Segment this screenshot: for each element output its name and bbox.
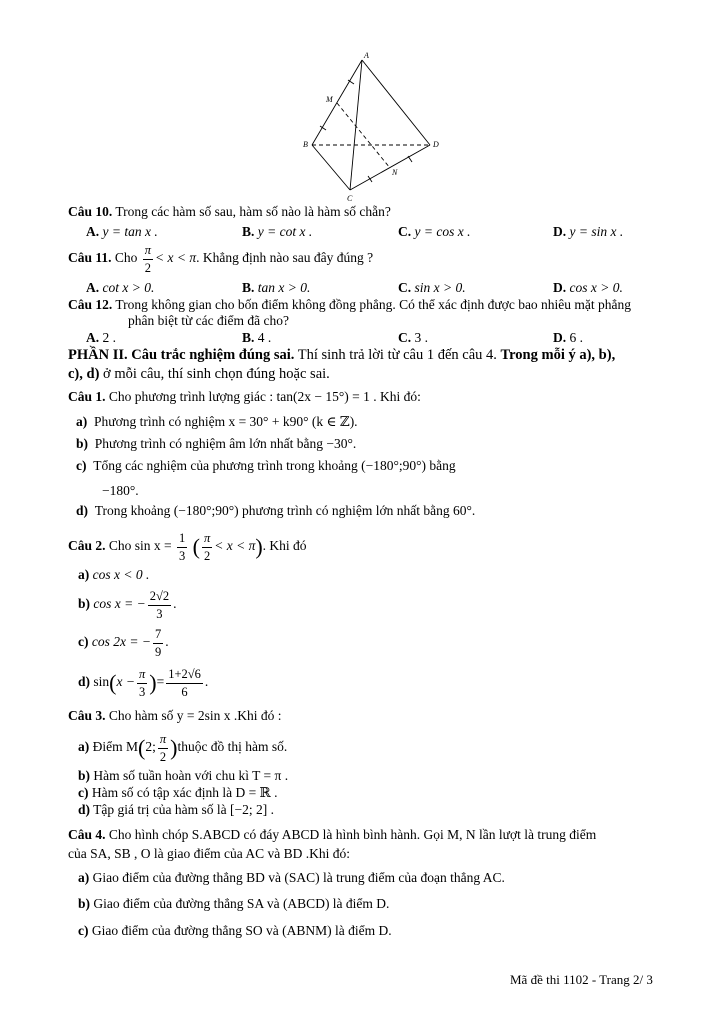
- vertex-label-d: D: [433, 140, 439, 149]
- q11-option-b[interactable]: B. tan x > 0.: [242, 280, 311, 295]
- p2-statement-c[interactable]: c) cos 2x = − $\frac{7}{9}$ .: [78, 627, 169, 659]
- p3-statement-d[interactable]: d) Tập giá trị của hàm số là [−2; 2] .: [78, 802, 274, 817]
- tetrahedron-figure: [290, 48, 450, 208]
- part2-question-4-stem: Câu 4. Cho hình chóp S.ABCD có đáy ABCD là hình bình hành. Gọi M, N lần lượt là trung điểm: [68, 827, 597, 842]
- q10-option-a[interactable]: A. y = tan x .: [86, 224, 158, 239]
- vertex-label-a: A: [364, 51, 369, 60]
- q12-option-b[interactable]: B. 4 .: [242, 330, 272, 345]
- p1-statement-b[interactable]: b) Phương trình có nghiệm âm lớn nhất bằng −30°.: [76, 436, 357, 451]
- page-footer: Mã đề thi 1102 - Trang 2/ 3: [510, 972, 653, 987]
- question-11-stem: Câu 11. Cho $\frac{\pi}{2}$ < x < π. Khẳng định nào sau đây đúng ?: [68, 243, 374, 275]
- part2-question-4-stem-line2: của SA, SB , O là giao điểm của AC và BD .Khi đó:: [68, 846, 350, 861]
- q11-option-c[interactable]: C. sin x > 0.: [398, 280, 466, 295]
- point-label-m: M: [326, 95, 333, 104]
- q10-option-c[interactable]: C. y = cos x .: [398, 224, 471, 239]
- part2-question-1-stem: Câu 1. Cho phương trình lượng giác : tan(2x − 15°) = 1 . Khi đó:: [68, 389, 421, 404]
- p2-statement-d[interactable]: d) sin(x − $\frac{\pi}{3}$ )= $\frac{1+2√6}{6}$ .: [78, 667, 209, 699]
- p4-statement-a[interactable]: a) Giao điểm của đường thẳng BD và (SAC) là trung điểm của đoạn thẳng AC.: [78, 870, 505, 885]
- p1-statement-a[interactable]: a) Phương trình có nghiệm x = 30° + k90° (k ∈ ℤ).: [76, 414, 358, 429]
- p4-statement-b[interactable]: b) Giao điểm của đường thẳng SA và (ABCD) là điểm D.: [78, 896, 390, 911]
- tetrahedron-diagram: [290, 48, 450, 208]
- q12-option-a[interactable]: A. 2 .: [86, 330, 116, 345]
- part-2-heading-line2: c), d) ở mỗi câu, thí sinh chọn đúng hoặc sai.: [68, 366, 330, 382]
- fraction-1-over-3: $\frac{1}{3}$: [179, 531, 186, 563]
- p4-statement-c[interactable]: c) Giao điểm của đường thẳng SO và (ABNM) là điểm D.: [78, 923, 392, 938]
- p3-statement-a[interactable]: a) Điểm M(2; $\frac{\pi}{2}$ )thuộc đồ thị hàm số.: [78, 732, 288, 764]
- p1-statement-d[interactable]: d) Trong khoảng (−180°;90°) phương trình có nghiệm lớn nhất bằng 60°.: [76, 503, 476, 518]
- q12-option-c[interactable]: C. 3 .: [398, 330, 428, 345]
- p3-statement-c[interactable]: c) Hàm số có tập xác định là D = ℝ .: [78, 785, 278, 800]
- p2-statement-a[interactable]: a) cos x < 0 .: [78, 567, 150, 582]
- p1-statement-c[interactable]: c) Tổng các nghiệm của phương trình trong khoảng (−180°;90°) bằng: [76, 458, 456, 473]
- fraction-pi-over-2: $\frac{\pi}{2}$: [144, 243, 152, 275]
- question-12-stem: Câu 12. Trong không gian cho bốn điểm không đồng phẳng. Có thể xác định được bao nhiêu mặt phẳng: [68, 297, 632, 312]
- p1-statement-c-line2: −180°.: [102, 483, 139, 498]
- point-label-n: N: [392, 168, 398, 177]
- p3-statement-b[interactable]: b) Hàm số tuần hoàn với chu kì T = π .: [78, 768, 289, 783]
- part-2-heading: PHẦN II. Câu trắc nghiệm đúng sai. Thí sinh trả lời từ câu 1 đến câu 4. Trong mỗi ý a), b),: [68, 347, 616, 363]
- p2-statement-b[interactable]: b) cos x = − $\frac{2√2}{3}$ .: [78, 589, 177, 621]
- vertex-label-c: C: [347, 194, 353, 203]
- question-12-stem-line2: phân biệt từ các điểm đã cho?: [128, 313, 289, 328]
- q12-option-d[interactable]: D. 6 .: [553, 330, 583, 345]
- q10-option-d[interactable]: D. y = sin x .: [553, 224, 624, 239]
- part2-question-3-stem: Câu 3. Cho hàm số y = 2sin x .Khi đó :: [68, 708, 282, 723]
- q10-option-b[interactable]: B. y = cot x .: [242, 224, 313, 239]
- fraction-pi-over-2: $\frac{\pi}{2}$: [203, 531, 211, 563]
- vertex-label-b: B: [303, 140, 308, 149]
- question-10-stem: Câu 10. Trong các hàm số sau, hàm số nào là hàm số chẵn?: [68, 204, 391, 219]
- q11-option-a[interactable]: A. cot x > 0.: [86, 280, 155, 295]
- q11-option-d[interactable]: D. cos x > 0.: [553, 280, 623, 295]
- part2-question-2-stem: Câu 2. Cho sin x = $\frac{1}{3}$ ( $\frac{\pi}{2}$ < x < π). Khi đó: [68, 531, 307, 563]
